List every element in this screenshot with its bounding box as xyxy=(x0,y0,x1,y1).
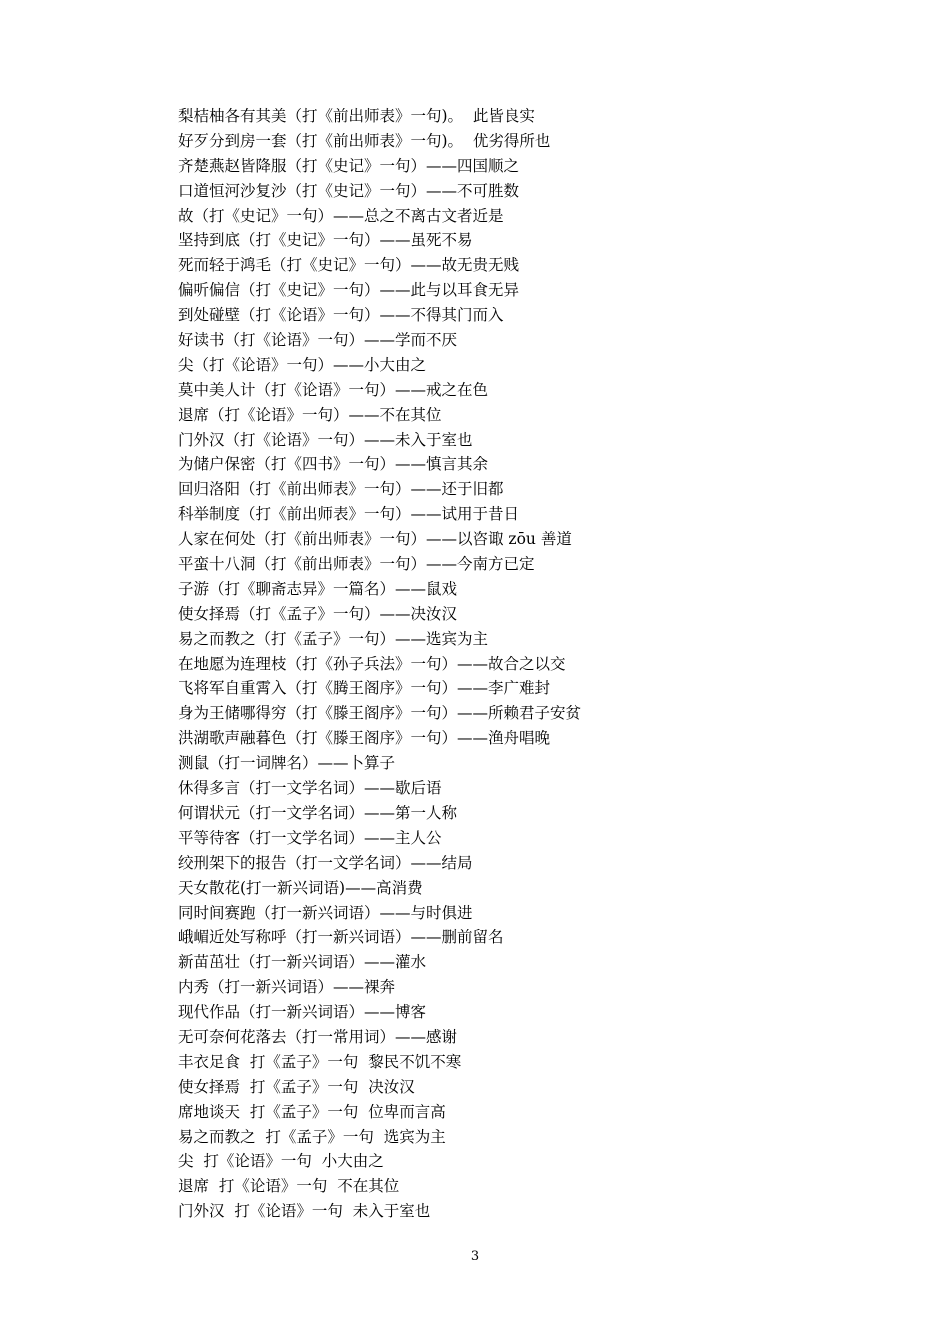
text-line: 无可奈何花落去（打一常用词）——感谢 xyxy=(178,1027,458,1046)
text-line: 身为王储哪得穷（打《滕王阁序》一句）——所赖君子安贫 xyxy=(178,704,582,723)
text-line: 同时间赛跑（打一新兴词语）——与时俱进 xyxy=(178,903,473,922)
text-line: 退席 打《论语》一句 不在其位 xyxy=(178,1177,400,1196)
text-line: 科举制度（打《前出师表》一句）——试用于昔日 xyxy=(178,505,520,524)
text-line: 退席（打《论语》一句）——不在其位 xyxy=(178,405,442,424)
text-line: 莫中美人计（打《论语》一句）——戒之在色 xyxy=(178,380,489,399)
text-line: 门外汉（打《论语》一句）——未入于室也 xyxy=(178,430,473,449)
text-line: 人家在何处（打《前出师表》一句）——以咨诹 zōu 善道 xyxy=(178,530,572,549)
text-line: 绞刑架下的报告（打一文学名词）——结局 xyxy=(178,853,473,872)
text-line: 丰衣足食 打《孟子》一句 黎民不饥不寒 xyxy=(178,1052,462,1071)
text-line: 到处碰壁（打《论语》一句）——不得其门而入 xyxy=(178,306,504,325)
text-line: 为储户保密（打《四书》一句）——慎言其余 xyxy=(178,455,489,474)
text-line: 现代作品（打一新兴词语）——博客 xyxy=(178,1003,427,1022)
text-line: 新苗茁壮（打一新兴词语）——灌水 xyxy=(178,953,427,972)
text-line: 门外汉 打《论语》一句 未入于室也 xyxy=(178,1202,431,1221)
text-line: 平蛮十八洞（打《前出师表》一句）——今南方已定 xyxy=(178,555,535,574)
text-line: 易之而教之 打《孟子》一句 选宾为主 xyxy=(178,1127,446,1146)
text-line: 天女散花(打一新兴词语)——高消费 xyxy=(178,878,423,897)
text-line: 峨嵋近处写称呼（打一新兴词语）——删前留名 xyxy=(178,928,504,947)
text-line: 飞将军自重霄入（打《腾王阁序》一句）——李广难封 xyxy=(178,679,551,698)
page-number: 3 xyxy=(470,1249,480,1264)
text-line: 子游（打《聊斋志异》一篇名）——鼠戏 xyxy=(178,579,458,598)
text-line: 坚持到底（打《史记》一句）——虽死不易 xyxy=(178,231,473,250)
text-line: 偏听偏信（打《史记》一句）——此与以耳食无异 xyxy=(178,281,520,300)
text-line: 测鼠（打一词牌名）——卜算子 xyxy=(178,754,396,773)
text-line: 尖 打《论语》一句 小大由之 xyxy=(178,1152,384,1171)
text-line: 在地愿为连理枝（打《孙子兵法》一句）——故合之以交 xyxy=(178,654,566,673)
text-line: 回归洛阳（打《前出师表》一句）——还于旧都 xyxy=(178,480,504,499)
text-line: 内秀（打一新兴词语）——裸奔 xyxy=(178,978,396,997)
text-line: 好读书（打《论语》一句）——学而不厌 xyxy=(178,331,458,350)
text-line: 平等待客（打一文学名词）——主人公 xyxy=(178,828,442,847)
text-line: 席地谈天 打《孟子》一句 位卑而言高 xyxy=(178,1102,446,1121)
text-line: 洪湖歌声融暮色（打《滕王阁序》一句）——渔舟唱晚 xyxy=(178,729,551,748)
text-line: 故（打《史记》一句）——总之不离古文者近是 xyxy=(178,206,504,225)
text-line: 使女择焉 打《孟子》一句 决汝汉 xyxy=(178,1077,415,1096)
text-line: 死而轻于鸿毛（打《史记》一句）——故无贵无贱 xyxy=(178,256,520,275)
text-line: 梨桔柚各有其美（打《前出师表》一句)。 此皆良实 xyxy=(178,107,535,125)
text-line: 使女择焉（打《孟子》一句）——决汝汉 xyxy=(178,604,458,623)
text-line: 好歹分到房一套（打《前出师表》一句)。 优劣得所也 xyxy=(178,131,551,150)
text-line: 口道恒河沙复沙（打《史记》一句）——不可胜数 xyxy=(178,181,520,200)
text-line: 齐楚燕赵皆降服（打《史记》一句）——四国顺之 xyxy=(178,156,520,175)
riddle-list xyxy=(178,104,878,1224)
text-line: 易之而教之（打《孟子》一句）——选宾为主 xyxy=(178,629,489,648)
text-line: 尖（打《论语》一句）——小大由之 xyxy=(178,355,427,374)
text-line: 何谓状元（打一文学名词）——第一人称 xyxy=(178,803,458,822)
text-line: 休得多言（打一文学名词）——歇后语 xyxy=(178,779,442,798)
